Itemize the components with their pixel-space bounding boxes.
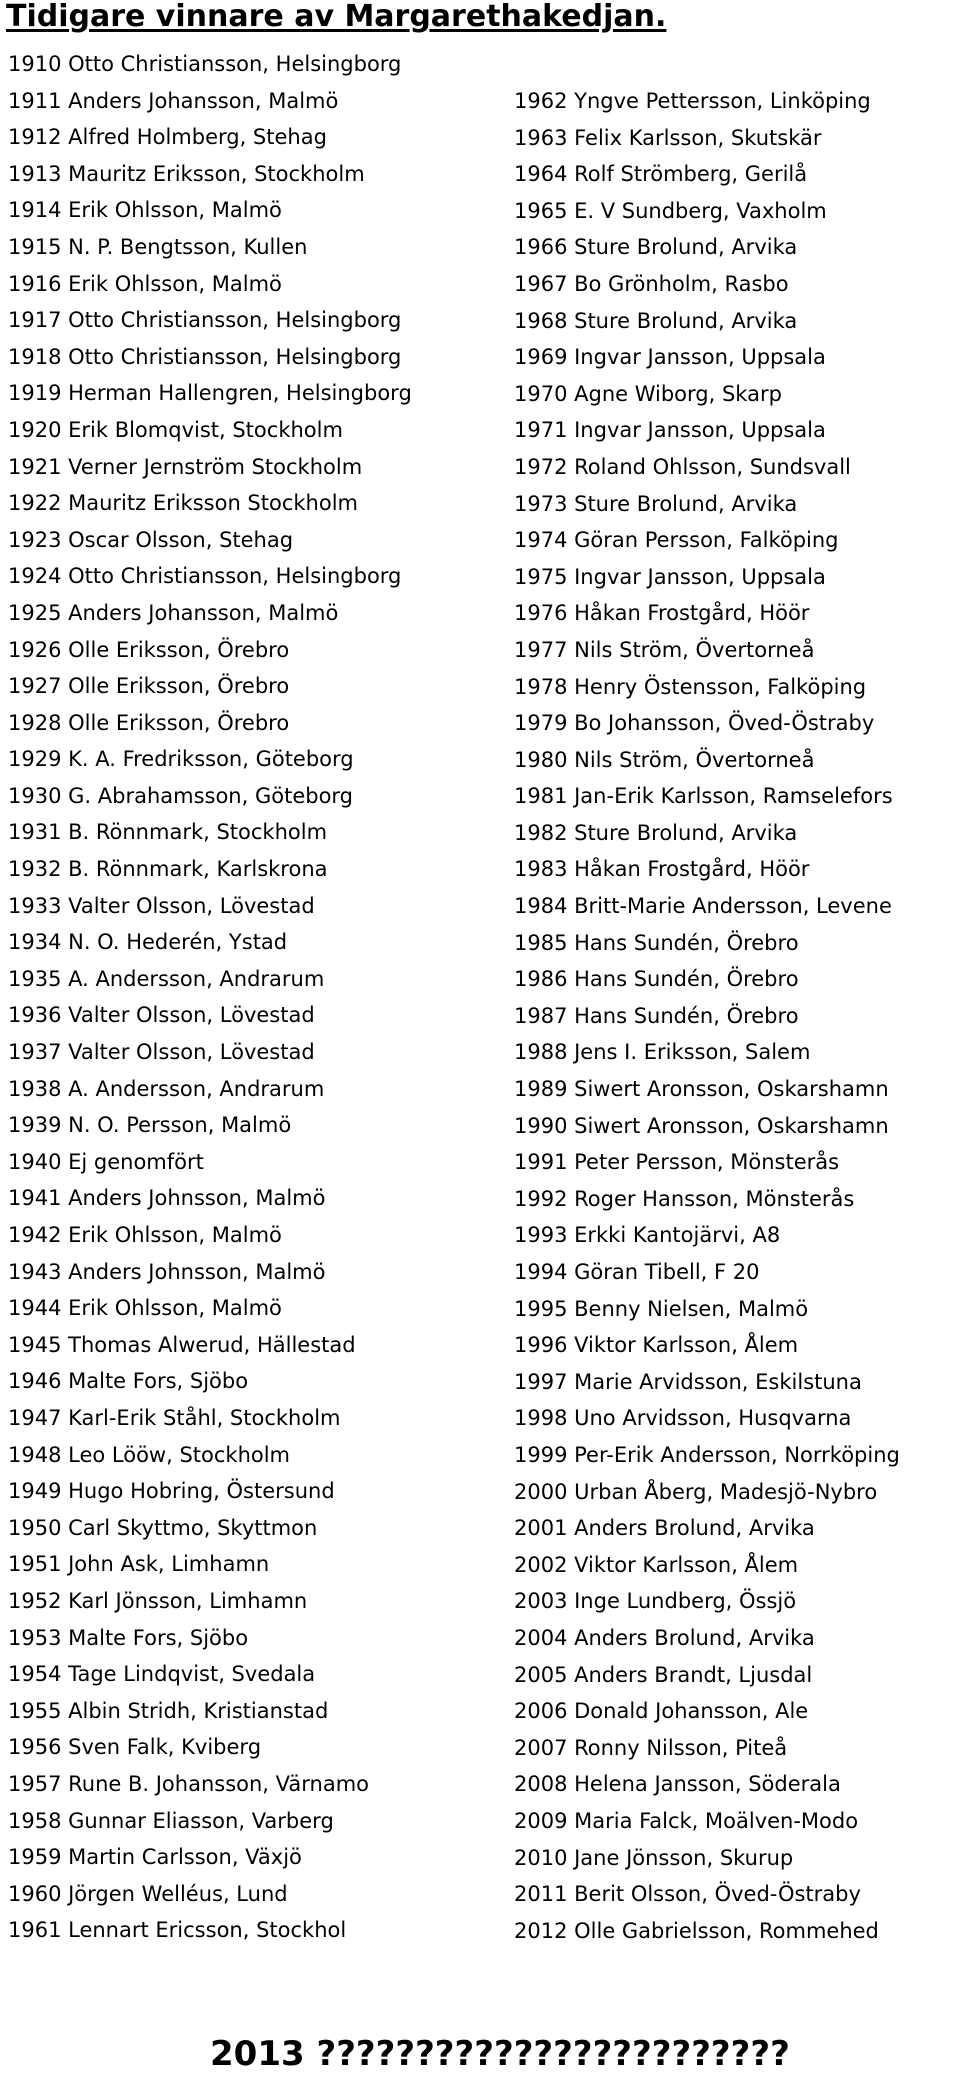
winner-entry: 1997 Marie Arvidsson, Eskilstuna [514, 1369, 862, 1394]
winner-entry: 1913 Mauritz Eriksson, Stockholm [8, 161, 365, 186]
winner-entry: 1985 Hans Sundén, Örebro [514, 930, 799, 955]
winner-entry: 1922 Mauritz Eriksson Stockholm [8, 491, 358, 516]
winner-entry: 1912 Alfred Holmberg, Stehag [8, 125, 327, 150]
winner-entry: 1936 Valter Olsson, Lövestad [8, 1003, 315, 1028]
winner-entry: 1993 Erkki Kantojärvi, A8 [514, 1223, 781, 1248]
winner-entry: 1955 Albin Stridh, Kristianstad [8, 1698, 329, 1723]
winner-entry: 2002 Viktor Karlsson, Ålem [514, 1552, 799, 1577]
winner-entry: 1983 Håkan Frostgård, Höör [514, 857, 810, 882]
winner-entry: 1990 Siwert Aronsson, Oskarshamn [514, 1113, 889, 1138]
winner-entry: 1957 Rune B. Johansson, Värnamo [8, 1771, 370, 1796]
winner-entry: 1963 Felix Karlsson, Skutskär [514, 125, 822, 150]
next-year-placeholder: 2013 ???????????????????????? [210, 2034, 790, 2074]
winner-entry: 1969 Ingvar Jansson, Uppsala [514, 345, 826, 370]
winner-entry: 1916 Erik Ohlsson, Malmö [8, 271, 282, 296]
winner-entry: 1918 Otto Christiansson, Helsingborg [8, 344, 402, 369]
winner-entry: 1999 Per-Erik Andersson, Norrköping [514, 1442, 900, 1467]
winner-entry: 1938 A. Andersson, Andrarum [8, 1076, 325, 1101]
winner-entry: 1911 Anders Johansson, Malmö [8, 88, 339, 113]
winner-entry: 1943 Anders Johnsson, Malmö [8, 1259, 326, 1284]
winner-entry: 1981 Jan-Erik Karlsson, Ramselefors [514, 784, 893, 809]
winner-entry: 2011 Berit Olsson, Öved-Östraby [514, 1882, 861, 1907]
winner-entry: 1995 Benny Nielsen, Malmö [514, 1296, 809, 1321]
winner-entry: 1928 Olle Eriksson, Örebro [8, 710, 290, 735]
winner-entry: 1942 Erik Ohlsson, Malmö [8, 1223, 282, 1247]
winner-entry: 2009 Maria Falck, Moälven-Modo [514, 1808, 859, 1833]
winner-entry: 1932 B. Rönnmark, Karlskrona [8, 857, 328, 882]
winner-entry: 1923 Oscar Olsson, Stehag [8, 527, 294, 552]
winner-entry: 1933 Valter Olsson, Lövestad [8, 893, 315, 918]
winner-entry: 1986 Hans Sundén, Örebro [514, 967, 799, 992]
winner-entry: 2006 Donald Johansson, Ale [514, 1699, 809, 1724]
winner-entry: 1930 G. Abrahamsson, Göteborg [8, 783, 354, 808]
winner-entry: 1968 Sture Brolund, Arvika [514, 308, 798, 333]
winner-entry: 1935 A. Andersson, Andrarum [8, 966, 325, 991]
winner-entry: 1927 Olle Eriksson, Örebro [8, 674, 290, 699]
winner-entry: 1971 Ingvar Jansson, Uppsala [514, 418, 826, 443]
winner-entry: 1976 Håkan Frostgård, Höör [514, 601, 810, 626]
winner-entry: 1949 Hugo Hobring, Östersund [8, 1479, 335, 1504]
winner-entry: 1970 Agne Wiborg, Skarp [514, 381, 782, 406]
winner-entry: 2003 Inge Lundberg, Össjö [514, 1589, 797, 1614]
winner-entry: 2001 Anders Brolund, Arvika [514, 1516, 815, 1541]
winner-entry: 1934 N. O. Hederén, Ystad [8, 930, 288, 955]
winner-entry: 1919 Herman Hallengren, Helsingborg [8, 381, 412, 406]
winner-entry: 1953 Malte Fors, Sjöbo [8, 1625, 249, 1650]
winner-entry: 1989 Siwert Aronsson, Oskarshamn [514, 1077, 889, 1102]
winner-entry: 1978 Henry Östensson, Falköping [514, 674, 867, 699]
winner-entry: 2000 Urban Åberg, Madesjö-Nybro [514, 1479, 878, 1504]
winner-entry: 1975 Ingvar Jansson, Uppsala [514, 564, 826, 589]
winner-entry: 1915 N. P. Bengtsson, Kullen [8, 234, 308, 259]
winner-entry: 1914 Erik Ohlsson, Malmö [8, 198, 282, 223]
winner-entry: 1960 Jörgen Welléus, Lund [8, 1881, 288, 1906]
winner-entry: 1941 Anders Johnsson, Malmö [8, 1186, 326, 1211]
winner-entry: 1972 Roland Ohlsson, Sundsvall [514, 454, 851, 479]
winner-entry: 1998 Uno Arvidsson, Husqvarna [514, 1406, 852, 1431]
winner-entry: 1947 Karl-Erik Ståhl, Stockholm [8, 1405, 341, 1430]
winner-entry: 1939 N. O. Persson, Malmö [8, 1113, 292, 1138]
winner-entry: 1931 B. Rönnmark, Stockholm [8, 820, 328, 845]
winner-entry: 1992 Roger Hansson, Mönsterås [514, 1186, 855, 1211]
winner-entry: 1940 Ej genomfört [8, 1149, 204, 1174]
winner-entry: 1925 Anders Johansson, Malmö [8, 600, 339, 625]
winner-entry: 1958 Gunnar Eliasson, Varberg [8, 1808, 334, 1833]
winner-entry: 1959 Martin Carlsson, Växjö [8, 1845, 302, 1870]
winner-entry: 2004 Anders Brolund, Arvika [514, 1625, 815, 1650]
winner-entry: 1991 Peter Persson, Mönsterås [514, 1150, 840, 1175]
winner-entry: 1979 Bo Johansson, Öved-Östraby [514, 711, 875, 736]
winner-entry: 1980 Nils Ström, Övertorneå [514, 747, 815, 772]
winner-entry: 1917 Otto Christiansson, Helsingborg [8, 308, 402, 333]
winner-entry: 1948 Leo Lööw, Stockholm [8, 1442, 291, 1467]
winner-entry: 1962 Yngve Pettersson, Linköping [514, 89, 871, 113]
winner-entry: 1977 Nils Ström, Övertorneå [514, 637, 815, 662]
winner-entry: 1956 Sven Falk, Kviberg [8, 1735, 262, 1760]
winner-entry: 1987 Hans Sundén, Örebro [514, 1003, 799, 1028]
winner-entry: 1982 Sture Brolund, Arvika [514, 820, 798, 845]
winner-entry: 1950 Carl Skyttmo, Skyttmon [8, 1515, 318, 1540]
winner-entry: 1966 Sture Brolund, Arvika [514, 235, 798, 260]
winner-entry: 1937 Valter Olsson, Lövestad [8, 1040, 315, 1065]
winner-entry: 2012 Olle Gabrielsson, Rommehed [514, 1918, 879, 1943]
winner-entry: 1946 Malte Fors, Sjöbo [8, 1369, 249, 1394]
winner-entry: 2005 Anders Brandt, Ljusdal [514, 1662, 813, 1687]
winner-entry: 2008 Helena Jansson, Söderala [514, 1772, 841, 1797]
winner-entry: 1920 Erik Blomqvist, Stockholm [8, 417, 343, 442]
winner-entry: 1988 Jens I. Eriksson, Salem [514, 1040, 811, 1065]
winner-entry: 1964 Rolf Strömberg, Gerilå [514, 162, 808, 187]
winner-entry: 1921 Verner Jernström Stockholm [8, 454, 363, 479]
winner-entry: 1929 K. A. Fredriksson, Göteborg [8, 747, 354, 772]
winner-entry: 1974 Göran Persson, Falköping [514, 528, 839, 553]
winners-list-right [514, 83, 960, 1949]
winners-list-left [8, 46, 508, 1949]
winner-entry: 1965 E. V Sundberg, Vaxholm [514, 198, 827, 223]
winner-entry: 2010 Jane Jönsson, Skurup [514, 1845, 794, 1870]
winner-entry: 1951 John Ask, Limhamn [8, 1552, 270, 1577]
winner-entry: 1910 Otto Christiansson, Helsingborg [8, 52, 402, 76]
winner-entry: 1926 Olle Eriksson, Örebro [8, 637, 290, 662]
winner-entry: 1994 Göran Tibell, F 20 [514, 1260, 760, 1284]
winner-entry: 1967 Bo Grönholm, Rasbo [514, 271, 789, 296]
winner-entry: 1984 Britt-Marie Andersson, Levene [514, 894, 892, 919]
winner-entry: 1952 Karl Jönsson, Limhamn [8, 1588, 308, 1613]
winner-entry: 1996 Viktor Karlsson, Ålem [514, 1333, 799, 1358]
winner-entry: 1973 Sture Brolund, Arvika [514, 491, 798, 516]
winner-entry: 1924 Otto Christiansson, Helsingborg [8, 564, 402, 589]
winner-entry: 1961 Lennart Ericsson, Stockhol [8, 1918, 347, 1943]
winner-entry: 1944 Erik Ohlsson, Malmö [8, 1296, 282, 1321]
winner-entry: 2007 Ronny Nilsson, Piteå [514, 1735, 788, 1760]
winner-entry: 1954 Tage Lindqvist, Svedala [8, 1662, 316, 1687]
document-title: Tidigare vinnare av Margarethakedjan. [6, 0, 667, 34]
winner-entry: 1945 Thomas Alwerud, Hällestad [8, 1332, 356, 1357]
